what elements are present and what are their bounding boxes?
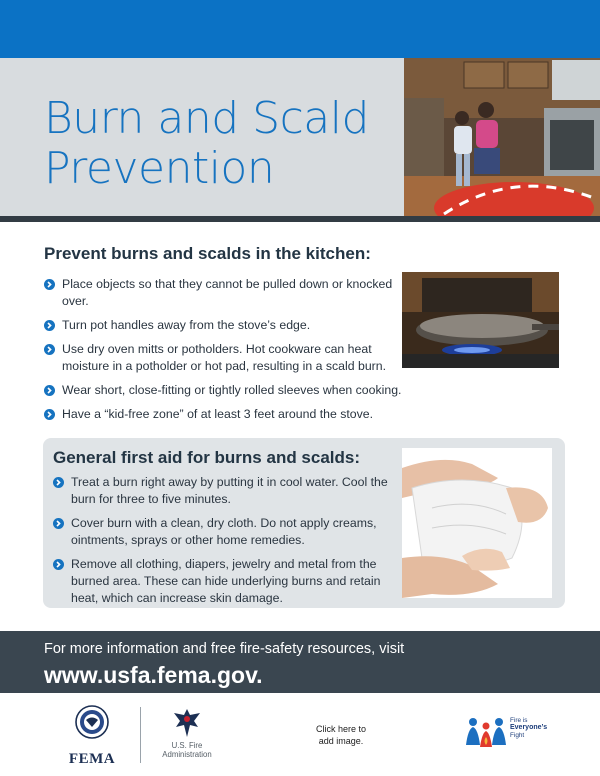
chevron-right-icon [53, 518, 64, 529]
list-item [44, 406, 404, 423]
bandaged-hands-photo [402, 448, 552, 598]
top-color-bar [0, 0, 600, 58]
list-item [53, 515, 388, 549]
list-item-text: Use dry oven mitts or potholders. Hot cookware can heat moisture in a potholder or hot pad, resulting in a scald burn. [62, 342, 387, 373]
list-item-text: Turn pot handles away from the stove’s edge. [62, 318, 311, 332]
fire-line-3: Fight [510, 731, 525, 739]
people-flame-icon [464, 715, 508, 749]
add-image-line-1: Click here to [315, 724, 367, 734]
page-title [44, 94, 394, 194]
add-image-placeholder[interactable] [306, 723, 376, 747]
list-item-text: Cover burn with a clean, dry cloth. Do not apply creams, ointments, sprays or other home remedies. [71, 516, 377, 547]
chevron-right-icon [44, 344, 55, 355]
usfa-text [156, 741, 218, 759]
footer-info-text: For more information and free fire-safety resources, visit [44, 641, 405, 657]
list-item-text: Wear short, close-fitting or tightly rolled sleeves when cooking. [62, 383, 402, 397]
list-item [44, 317, 394, 334]
usfa-line-1: U.S. Fire [171, 741, 203, 750]
footer-band [0, 631, 600, 693]
logo-divider [140, 707, 141, 763]
hero-banner [0, 58, 600, 216]
kitchen-children-photo [404, 58, 600, 216]
list-item [53, 556, 388, 607]
hero-divider [0, 216, 600, 222]
stove-pan-photo [402, 272, 559, 368]
list-item-text: Remove all clothing, diapers, jewelry and metal from the burned area. These can hide underlying burns and retain heat, which can increase skin damage. [71, 557, 381, 605]
title-line-1: Burn and Scald [44, 93, 369, 144]
list-item [44, 341, 404, 375]
kitchen-tips-heading: Prevent burns and scalds in the kitchen: [44, 244, 371, 263]
first-aid-list [53, 474, 388, 614]
eagle-icon [172, 707, 202, 739]
chevron-right-icon [53, 477, 64, 488]
chevron-right-icon [44, 385, 55, 396]
fema-logo [62, 705, 120, 773]
logo-strip [0, 693, 600, 776]
first-aid-heading: General first aid for burns and scalds: [53, 448, 361, 467]
list-item [44, 276, 394, 310]
list-item-text: Have a “kid-free zone” of at least 3 feet around the stove. [62, 407, 374, 421]
title-line-2: Prevention [44, 143, 275, 194]
list-item [53, 474, 388, 508]
chevron-right-icon [44, 279, 55, 290]
website-link[interactable]: www.usfa.fema.gov. [44, 662, 263, 688]
fire-line-1: Fire is [510, 717, 528, 724]
fire-line-2: Everyone’s [510, 724, 548, 732]
list-item-text: Place objects so that they cannot be pulled down or knocked over. [62, 277, 393, 308]
list-item [44, 382, 404, 399]
list-item-text: Treat a burn right away by putting it in cool water. Cool the burn for three to five minutes. [71, 475, 388, 506]
kitchen-tips-list [44, 276, 402, 423]
chevron-right-icon [44, 409, 55, 420]
usfa-logo [156, 707, 218, 769]
chevron-right-icon [44, 320, 55, 331]
fire-logo-text [510, 717, 547, 739]
dhs-seal-icon [75, 705, 109, 739]
usfa-line-2: Administration [162, 750, 212, 759]
fema-wordmark: FEMA [68, 751, 116, 767]
fire-is-everyones-fight-logo [464, 715, 554, 749]
chevron-right-icon [53, 559, 64, 570]
add-image-line-2: add image. [318, 736, 364, 746]
